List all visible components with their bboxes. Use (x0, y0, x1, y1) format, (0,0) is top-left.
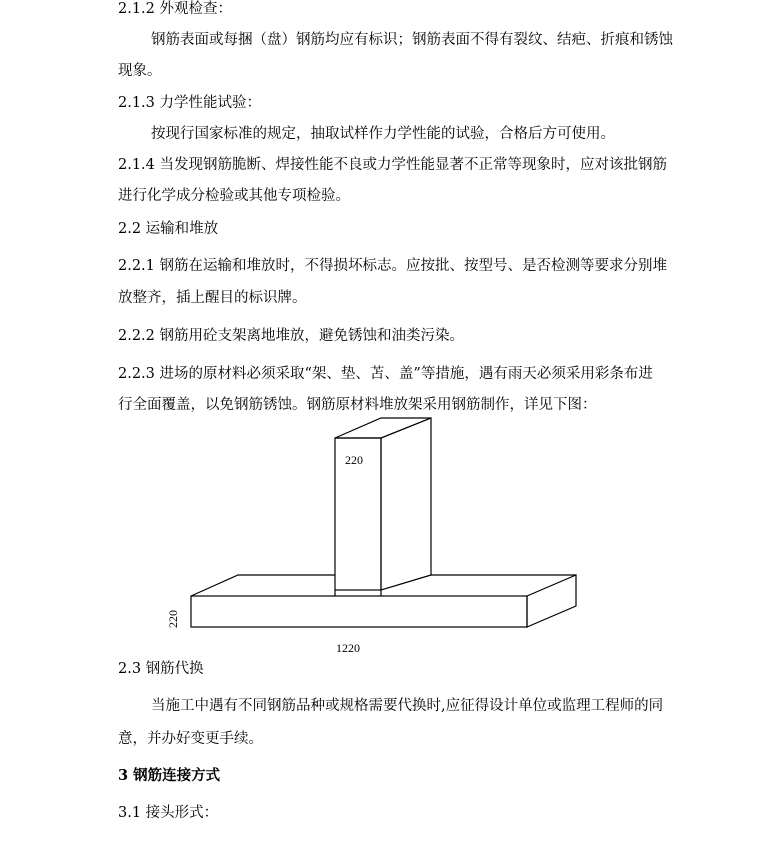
section-2-2-2-line: 2.2.2 钢筋用砼支架离地堆放，避免锈蚀和油类污染。 (118, 328, 465, 344)
rebar-storage-rack-figure (160, 410, 590, 660)
section-3-1-heading: 3.1 接头形式： (118, 805, 219, 821)
paragraph-line: 进行化学成分检验或其他专项检验。 (118, 188, 350, 204)
base-front-face (191, 596, 527, 627)
base-side-face (527, 575, 576, 627)
base-top-left-edge (191, 575, 335, 596)
paragraph-line: 意，并办好变更手续。 (118, 731, 263, 747)
section-2-1-4-line: 2.1.4 当发现钢筋脆断、焊接性能不良或力学性能显著不正常等现象时，应对该批钢筋 (118, 157, 668, 173)
dimension-post-height: 220 (345, 453, 363, 467)
section-2-2-heading: 2.2 运输和堆放 (118, 221, 219, 237)
paragraph-line: 放整齐，插上醒目的标识牌。 (118, 290, 307, 306)
dimension-base-length: 1220 (336, 641, 360, 655)
section-2-1-3-heading: 2.1.3 力学性能试验： (118, 95, 262, 111)
section-2-3-heading: 2.3 钢筋代换 (118, 661, 204, 677)
post-top-face (335, 418, 431, 438)
paragraph-line: 当施工中遇有不同钢筋品种或规格需要代换时,应征得设计单位或监理工程师的同 (151, 698, 664, 714)
section-2-1-2-heading: 2.1.2 外观检查： (118, 1, 233, 17)
paragraph-line: 现象。 (118, 63, 162, 79)
section-3-heading: 3 钢筋连接方式 (118, 767, 221, 784)
paragraph-line: 按现行国家标准的规定，抽取试样作力学性能的试验，合格后方可使用。 (151, 126, 615, 142)
post-side-face (381, 418, 431, 590)
section-2-2-3-line: 2.2.3 进场的原材料必须采取“架、垫、苫、盖”等措施，遇有雨天必须采用彩条布进 (118, 366, 653, 382)
paragraph-line: 行全面覆盖，以免钢筋锈蚀。钢筋原材料堆放架采用钢筋制作，详见下图： (118, 397, 597, 413)
section-2-2-1-line: 2.2.1 钢筋在运输和堆放时，不得损坏标志。应按批、按型号、是否检测等要求分别堆 (118, 258, 668, 274)
dimension-base-height: 220 (166, 610, 180, 628)
paragraph-line: 钢筋表面或每捆（盘）钢筋均应有标识；钢筋表面不得有裂纹、结疤、折痕和锈蚀 (151, 32, 673, 48)
